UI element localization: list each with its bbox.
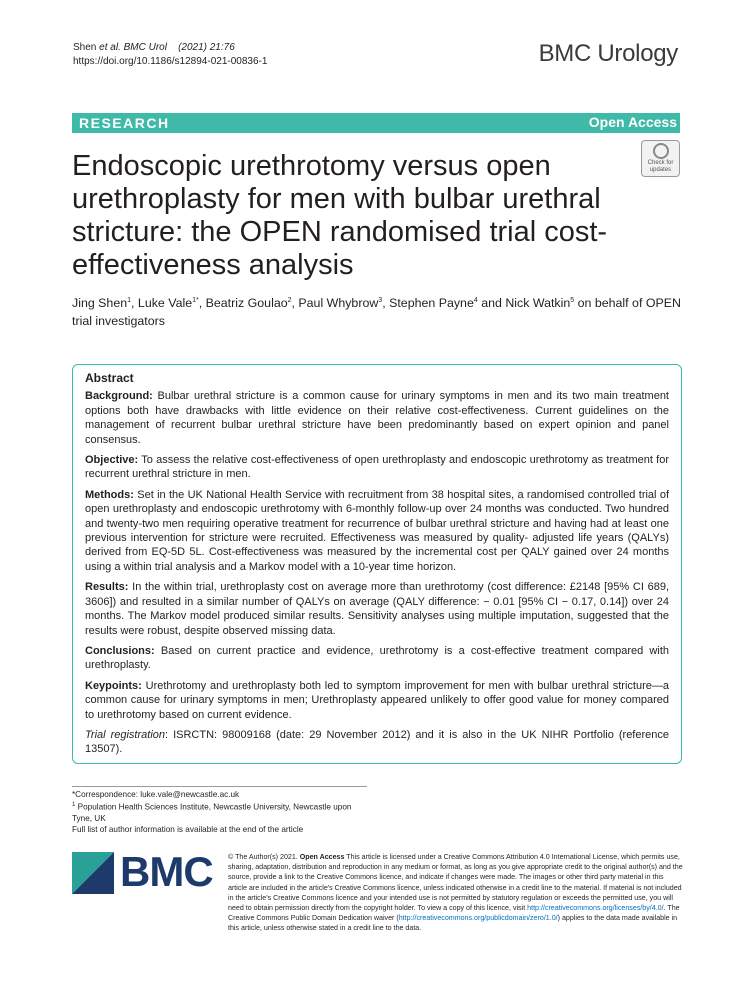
- footnote-divider: [72, 786, 367, 787]
- section-text: To assess the relative cost-effectiveness of open urethroplasty and endoscopic urethrotomy as treatment for recurrent urethral stricture in men.: [85, 454, 669, 481]
- section-text: Set in the UK National Health Service with recruitment from 38 hospital sites, a randomised controlled trial of open urethroplasty and endoscopic urethrotomy with 6-monthly follow-up over 24 months was conducted. Two hundred and twenty-two men requiring operative treatment for recurrence of bulbar urethral stricture and having had at least one previous intervention for stricture were recruited. Effectiveness was measured by quality- adjusted life years (QALYs) derived from EQ-5D 5L. Cost-effectiveness was measured by the incremental cost per QALY gained over 24 months using a within trial analysis and a Markov model with a 10-year time horizon.: [85, 488, 669, 573]
- abstract-box: [72, 364, 682, 764]
- section-label: Background:: [85, 390, 153, 403]
- section-label: Conclusions:: [85, 644, 155, 657]
- abstract-heading: Abstract: [85, 371, 134, 385]
- author[interactable]: Jing Shen: [72, 296, 128, 311]
- author[interactable]: Luke Vale: [137, 296, 193, 311]
- check-updates-icon: [653, 143, 669, 159]
- affiliation-text: Population Health Sciences Institute, Newcastle University, Newcastle upon Tyne, UK: [72, 802, 352, 824]
- affiliation-marker: 5: [570, 297, 575, 304]
- section-label: Keypoints:: [85, 679, 142, 692]
- affiliation-marker: 1: [72, 802, 76, 809]
- bmc-logo-text: BMC: [120, 848, 213, 895]
- section-label: Results:: [85, 581, 129, 594]
- article-type-label: RESEARCH: [79, 115, 170, 131]
- affiliation-marker: 4: [473, 297, 478, 304]
- cc-zero-link[interactable]: http://creativecommons.org/publicdomain/zero/1.0/: [398, 914, 558, 923]
- author[interactable]: Paul Whybrow: [298, 296, 379, 311]
- article-title: Endoscopic urethrotomy versus open urethroplasty for men with bulbar urethral stricture: the OPEN randomised trial cost-effectiveness analysis: [72, 150, 608, 281]
- section-label: Objective:: [85, 454, 139, 467]
- correspondence: *Correspondence: luke.vale@newcastle.ac.uk: [72, 790, 240, 799]
- footnotes: [72, 789, 372, 836]
- author[interactable]: Nick Watkin: [505, 296, 571, 311]
- copyright-text: © The Author(s) 2021.: [228, 853, 298, 861]
- open-access-label: Open Access: [588, 114, 677, 130]
- section-text: Bulbar urethral stricture is a common cause for urinary symptoms in men and its two main treatment options both have drawbacks with little evidence on their relative cost-effectiveness. Current guidelines on the management of recurrent bulbar urethral stricture have been predominantly based on expert opinion and panel consensus.: [85, 390, 669, 446]
- header-year-volume: (2021) 21:76: [178, 42, 235, 53]
- citation-line: [73, 41, 267, 55]
- trial-registration-label: Trial registration: [85, 728, 166, 741]
- section-label: Methods:: [85, 488, 134, 501]
- author[interactable]: Stephen Payne: [389, 296, 474, 311]
- abstract-section: [85, 488, 669, 574]
- bmc-logo-icon: [72, 852, 114, 894]
- abstract-section: [85, 453, 669, 482]
- journal-name: BMC Urology: [538, 40, 678, 67]
- abstract-section: [85, 679, 669, 722]
- cc-by-link[interactable]: http://creativecommons.org/licenses/by/4.0/: [527, 904, 664, 913]
- abstract-section: [85, 580, 669, 638]
- trial-registration-text: : ISRCTN: 98009168 (date: 29 November 2012) and it is also in the UK NIHR Portfolio (reference 13507).: [85, 728, 670, 756]
- check-for-updates-badge[interactable]: [641, 140, 680, 177]
- bmc-logo: [72, 848, 213, 895]
- affiliation: [72, 800, 372, 824]
- license-mid: . The Creative Commons Public Domain Dedication waiver (: [228, 904, 680, 923]
- license-statement: [228, 852, 683, 934]
- affiliation-marker: 3: [378, 297, 383, 304]
- open-access-bold: Open Access: [299, 853, 345, 861]
- full-author-info-note: Full list of author information is available at the end of the article: [72, 825, 304, 835]
- license-end: ) applies to the data made available in this article, unless otherwise stated in a credit line to the data.: [228, 914, 678, 933]
- section-text: Based on current practice and evidence, urethrotomy is a cost-effective treatment compared with urethroplasty.: [85, 644, 669, 672]
- affiliation-marker: 1: [127, 297, 132, 304]
- abstract-section: [85, 644, 669, 673]
- license-body: This article is licensed under a Creative Commons Attribution 4.0 International License, which permits use, sharing, adaptation, distribution and reproduction in any medium or format, as long as you give appropriate credit to the original author(s) and the source, provide a link to the Creative Commons licence, and indicate if changes were made. The images or other third party material in this article are included in the article's Creative Commons licence, unless indicated otherwise in a credit line to the material. If material is not included in the article's Creative Commons licence and your intended use is not permitted by statutory regulation or exceeds the permitted use, you will need to obtain permission directly from the copyright holder. To view a copy of this licence, visit: [228, 853, 683, 913]
- running-header: [73, 41, 267, 69]
- header-authors: Shen: [73, 42, 97, 53]
- header-doi[interactable]: https://doi.org/10.1186/s12894-021-00836-1: [73, 56, 268, 67]
- affiliation-marker: 2: [287, 297, 292, 304]
- header-journal-abbr: et al. BMC Urol: [99, 42, 167, 53]
- check-updates-line2: updates: [649, 167, 672, 173]
- section-text: In the within trial, urethroplasty cost on average more than urethrotomy (cost difference: £2148 [95% CI 689, 3606]) and resulted in a similar number of QALYs on average (QALY difference: − 0.01 [95% CI − 0.17, 0.14]) over 24 months. The Markov model produced similar results. Sensitivity analyses using multiple imputation, suggested that the results were robust, despite observed missing data.: [85, 581, 670, 637]
- section-text: Urethrotomy and urethroplasty both led to symptom improvement for men with bulbar urethral stricture—a common cause for urinary symptoms in men; Urethroplasty appeared unlikely to offer good value for money compared to urethrotomy based on current evidence.: [85, 679, 669, 721]
- affiliation-marker: 1*: [192, 297, 199, 304]
- trial-registration: [85, 728, 669, 757]
- author-group-suffix: on behalf of OPEN trial investigators: [72, 296, 681, 329]
- abstract-section: [85, 389, 669, 447]
- check-updates-line1: Check for: [647, 160, 674, 166]
- author[interactable]: Beatriz Goulao: [205, 296, 288, 311]
- author-list: Jing Shen$^1$, Luke Vale$^{1*}$, Beatriz Goulao$^2$, Paul Whybrow$^3$, Stephen Payne$^4$ and Nick Watkin$^5$ on behalf of OPEN trial investigators: [72, 296, 681, 329]
